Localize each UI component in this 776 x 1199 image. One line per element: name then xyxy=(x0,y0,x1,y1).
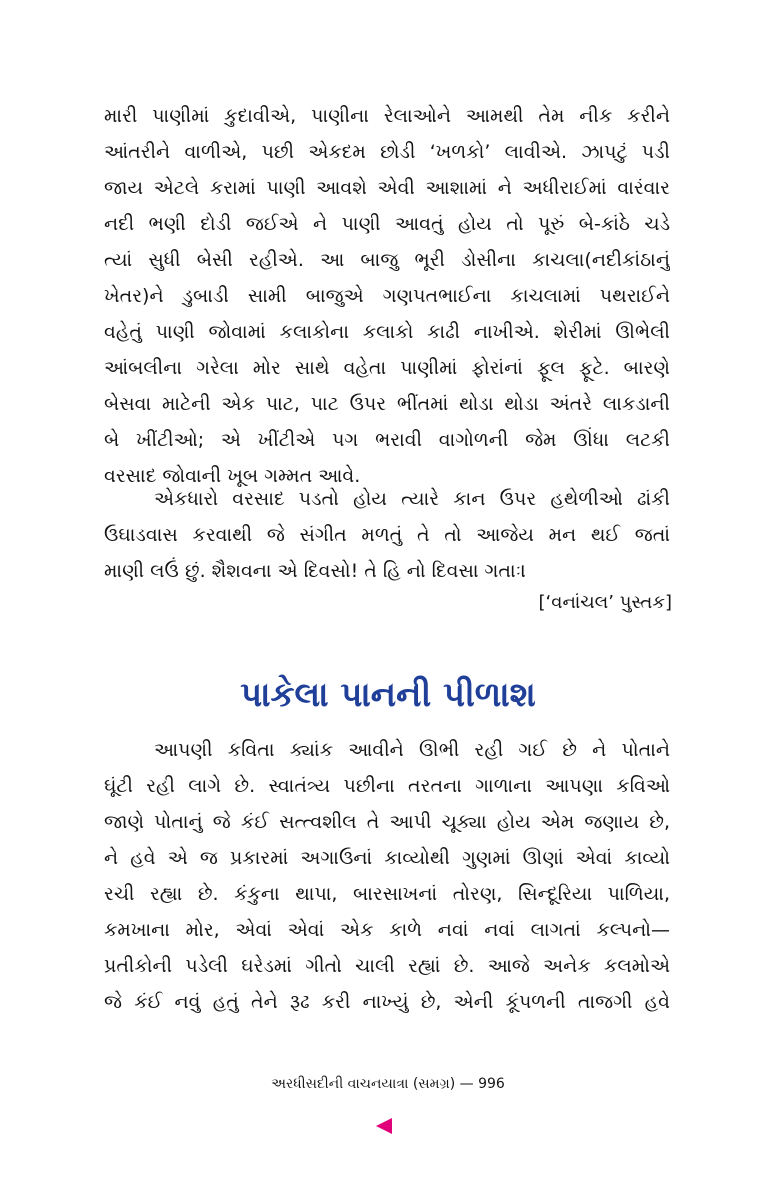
paragraph-line: જે કંઈ નવું હતું તેને રૂઢ કરી નાખ્યું છે, એની કૂંપળની તાજગી હવે xyxy=(104,991,670,1013)
paragraph-line: વરસાદ જોવાની ખૂબ ગમ્મત આવે. xyxy=(104,465,361,487)
paragraph-line: વહેતું પાણી જોવામાં કલાકોના કલાકો કાઢી નાખીએ. શેરીમાં ઊભેલી xyxy=(104,321,670,343)
source-citation: [‘વનાંચલ’ પુસ્તક] xyxy=(538,592,672,613)
paragraph-line: માણી લઉં છું. શૈશવના એ દિવસો! તે હિ નો દિવસા ગતાઃ। xyxy=(104,560,527,582)
paragraph-line: ઘૂંટી રહી લાગે છે. સ્વાતંત્ર્ય પછીના તરતના ગાળાના આપણા કવિઓ xyxy=(104,775,670,797)
triangle-left-icon[interactable] xyxy=(376,1118,392,1134)
paragraph-line: કમખાના મોર, એવાં એવાં એક કાળે નવાં નવાં લાગતાં કલ્પનો— xyxy=(104,919,670,941)
paragraph-line: આંબલીના ગરેલા મોર સાથે વહેતા પાણીમાં ફોરાંનાં ફૂલ ફૂટે. બારણે xyxy=(104,357,670,379)
paragraph-1 xyxy=(104,98,670,494)
page-footer: અરધીસદીની વાચનયાત્રા (સમગ્ર) — 996 xyxy=(271,1076,505,1092)
section-heading: પાકેલા પાનની પીળાશ xyxy=(240,675,536,715)
paragraph-line: ત્યાં સુધી બેસી રહીએ. આ બાજુ ભૂરી ડોસીના કાચલા(નદીકાંઠાનું xyxy=(104,249,670,271)
paragraph-line: મારી પાણીમાં કુદાવીએ, પાણીના રેલાઓને આમથી તેમ નીક કરીને xyxy=(104,105,670,127)
paragraph-3 xyxy=(104,732,670,1020)
paragraph-line: જાણે પોતાનું જે કંઈ સત્ત્વશીલ તે આપી ચૂક્યા હોય એમ જણાય છે, xyxy=(104,811,670,833)
paragraph-line: બે ખીંટીઓ; એ ખીંટીએ પગ ભરાવી વાગોળની જેમ ઊંધા લટકી xyxy=(104,429,670,451)
paragraph-line: એકધારો વરસાદ પડતો હોય ત્યારે કાન ઉપર હથેળીઓ ઢાંકી xyxy=(154,488,670,510)
paragraph-line: પ્રતીકોની પડેલી ઘરેડમાં ગીતો ચાલી રહ્યાં છે. આજે અનેક કલમોએ xyxy=(104,955,670,977)
paragraph-line: ખેતર)ને ડુબાડી સામી બાજુએ ગણપતભાઈના કાચલામાં પથરાઈને xyxy=(104,285,670,307)
paragraph-line: ઉઘાડવાસ કરવાથી જે સંગીત મળતું તે તો આજેય મન થઈ જતાં xyxy=(104,524,670,546)
paragraph-line: જાય એટલે કરામાં પાણી આવશે એવી આશામાં ને અધીરાઈમાં વારંવાર xyxy=(104,177,670,199)
paragraph-line: નદી ભણી દોડી જઈએ ને પાણી આવતું હોય તો પૂરું બે-કાંઠે ચડે xyxy=(104,213,670,235)
paragraph-line: આપણી કવિતા ક્યાંક આવીને ઊભી રહી ગઈ છે ને પોતાને xyxy=(154,739,670,761)
paragraph-line: આંતરીને વાળીએ, પછી એકદમ છોડી ‘ખળકો’ લાવીએ. ઝાપટું પડી xyxy=(104,141,670,163)
paragraph-line: ને હવે એ જ પ્રકારમાં અગાઉનાં કાવ્યોથી ગુણમાં ઊણાં એવાં કાવ્યો xyxy=(104,847,670,869)
paragraph-2 xyxy=(104,481,670,589)
paragraph-line: રચી રહ્યા છે. કંકુના થાપા, બારસાખનાં તોરણ, સિન્દૂરિયા પાળિયા, xyxy=(104,883,670,905)
paragraph-line: બેસવા માટેની એક પાટ, પાટ ઉપર ભીંતમાં થોડા થોડા અંતરે લાકડાની xyxy=(104,393,670,415)
